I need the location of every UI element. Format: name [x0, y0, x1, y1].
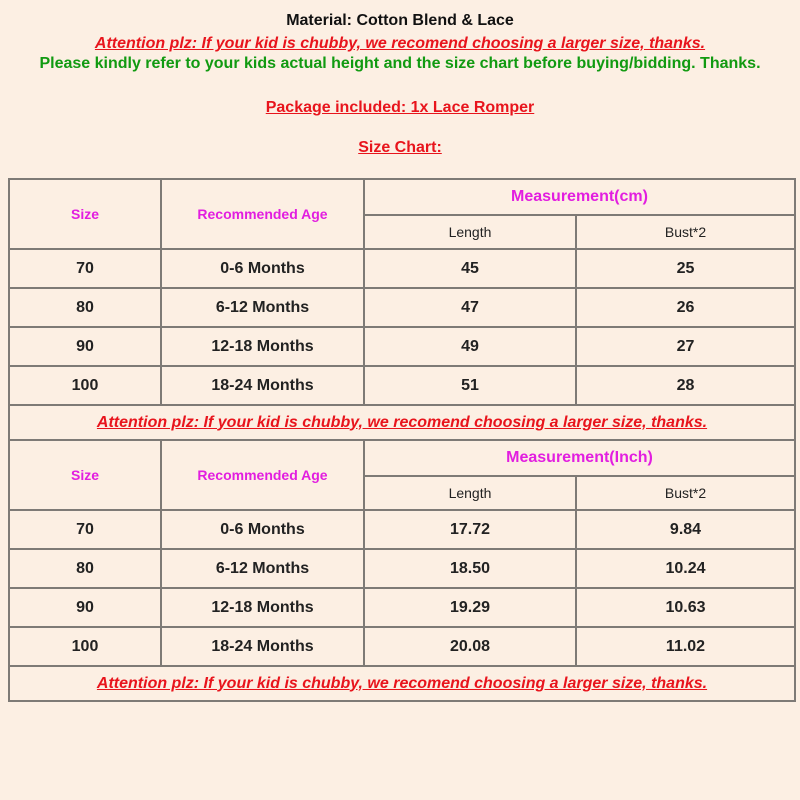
- cell-size: 90: [9, 327, 161, 366]
- cell-age: 12-18 Months: [161, 588, 364, 627]
- cell-bust: 10.24: [576, 549, 795, 588]
- table-row: [9, 588, 795, 627]
- cell-age: 18-24 Months: [161, 627, 364, 666]
- table-row: [9, 249, 795, 288]
- cell-bust: 9.84: [576, 510, 795, 549]
- header-recommended-age: Recommended Age: [161, 440, 364, 510]
- cell-bust: 11.02: [576, 627, 795, 666]
- cell-size: 100: [9, 366, 161, 405]
- cell-bust: 10.63: [576, 588, 795, 627]
- size-refer-notice: Please kindly refer to your kids actual height and the size chart before buying/bidding. Thanks.: [39, 55, 761, 72]
- cell-age: 18-24 Months: [161, 366, 364, 405]
- cell-length: 19.29: [364, 588, 576, 627]
- cell-age: 0-6 Months: [161, 510, 364, 549]
- cell-length: 47: [364, 288, 576, 327]
- cell-bust: 27: [576, 327, 795, 366]
- cell-length: 18.50: [364, 549, 576, 588]
- table-header-row: [9, 440, 795, 476]
- cell-age: 6-12 Months: [161, 549, 364, 588]
- header-measurement-inch: Measurement(Inch): [364, 440, 795, 476]
- table-row: [9, 327, 795, 366]
- cell-length: 20.08: [364, 627, 576, 666]
- size-chart-table: [8, 178, 796, 702]
- table-row: [9, 366, 795, 405]
- attention-row: [9, 666, 795, 701]
- cell-size: 70: [9, 510, 161, 549]
- cell-size: 70: [9, 249, 161, 288]
- cell-size: 80: [9, 288, 161, 327]
- package-included: Package included: 1x Lace Romper: [265, 99, 535, 116]
- table-row: [9, 627, 795, 666]
- attention-notice-cm: Attention plz: If your kid is chubby, we recomend choosing a larger size, thanks.: [9, 405, 795, 440]
- header-measurement-cm: Measurement(cm): [364, 179, 795, 215]
- cell-size: 80: [9, 549, 161, 588]
- cell-length: 17.72: [364, 510, 576, 549]
- cell-bust: 26: [576, 288, 795, 327]
- cell-size: 100: [9, 627, 161, 666]
- cell-bust: 28: [576, 366, 795, 405]
- header-length: Length: [364, 215, 576, 249]
- header-bust: Bust*2: [576, 215, 795, 249]
- table-row: [9, 288, 795, 327]
- size-chart-title: Size Chart:: [358, 139, 442, 156]
- table-header-row: [9, 179, 795, 215]
- header-size: Size: [9, 179, 161, 249]
- attention-notice-inch: Attention plz: If your kid is chubby, we recomend choosing a larger size, thanks.: [9, 666, 795, 701]
- cell-size: 90: [9, 588, 161, 627]
- material-line: Material: Cotton Blend & Lace: [286, 12, 514, 29]
- cell-length: 45: [364, 249, 576, 288]
- cell-bust: 25: [576, 249, 795, 288]
- header-size: Size: [9, 440, 161, 510]
- cell-age: 0-6 Months: [161, 249, 364, 288]
- cell-age: 12-18 Months: [161, 327, 364, 366]
- table-row: [9, 549, 795, 588]
- cell-age: 6-12 Months: [161, 288, 364, 327]
- attention-notice: Attention plz: If your kid is chubby, we recomend choosing a larger size, thanks.: [94, 35, 706, 52]
- attention-row: [9, 405, 795, 440]
- header-bust: Bust*2: [576, 476, 795, 510]
- table-row: [9, 510, 795, 549]
- cell-length: 51: [364, 366, 576, 405]
- header-length: Length: [364, 476, 576, 510]
- cell-length: 49: [364, 327, 576, 366]
- header-recommended-age: Recommended Age: [161, 179, 364, 249]
